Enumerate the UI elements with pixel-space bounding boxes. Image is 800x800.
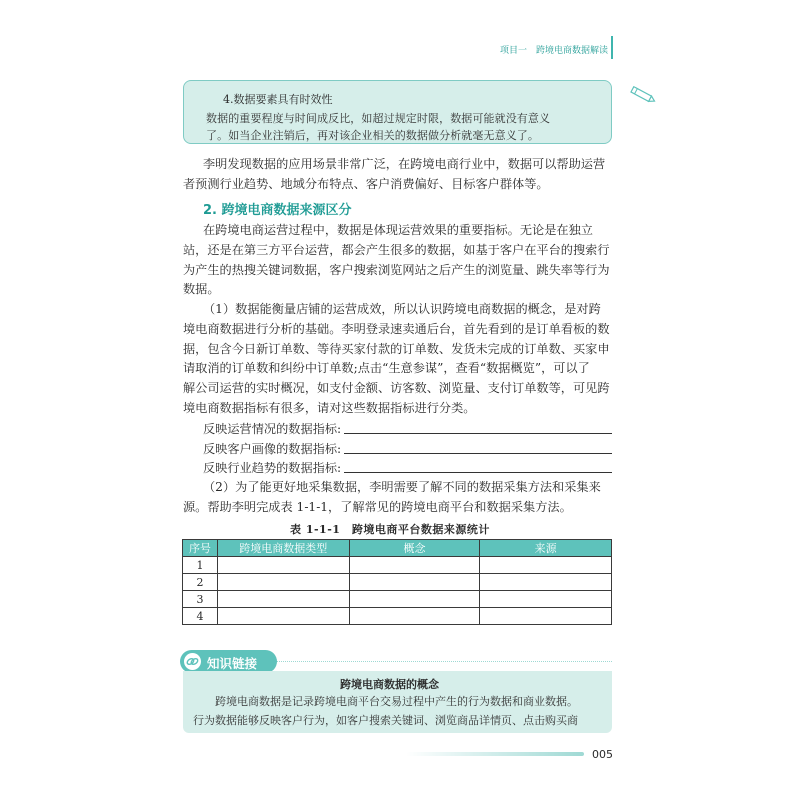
knowledge-link-badge <box>180 650 277 673</box>
column-header-index: 序号 <box>183 540 218 557</box>
footer-decoration-bar <box>406 752 584 756</box>
knowledge-link-title: 跨境电商数据的概念 <box>340 678 439 691</box>
row-index: 4 <box>183 608 218 625</box>
row-index: 1 <box>183 557 218 574</box>
text-line: 请取消的订单数和纠纷中订单数;点击“生意参谋”，查看“数据概览”，可以了 <box>183 361 590 376</box>
text-line: 境电商数据指标有很多，请对这些数据指标进行分类。 <box>183 400 476 415</box>
page-number: 005 <box>592 748 613 761</box>
text-line: 境电商数据进行分析的基础。李明登录速卖通后台，首先看到的是订单看板的数 <box>183 321 610 336</box>
fill-in-operations-label: 反映运营情况的数据指标: <box>203 422 342 436</box>
cell-data-type[interactable] <box>217 574 349 591</box>
text-line: 据，包含今日新订单数、等待买家付款的订单数、发货未完成的订单数、买家申 <box>183 341 610 356</box>
knowledge-link-label: 知识链接 <box>207 656 258 671</box>
fill-in-customer-blank[interactable] <box>344 453 612 454</box>
text-line: 数据。 <box>183 282 220 297</box>
table-row <box>183 608 612 625</box>
paragraph-task-2 <box>183 478 613 518</box>
header-divider <box>611 36 613 59</box>
cell-concept[interactable] <box>349 608 480 625</box>
running-header-title: 项目一 跨境电商数据解读 <box>500 46 609 56</box>
text-line: 站，还是在第三方平台运营，都会产生很多的数据，如基于客户在平台的搜索行 <box>183 242 610 257</box>
column-header-source: 来源 <box>480 540 612 557</box>
text-line: 在跨境电商运营过程中，数据是体现运营效果的重要指标。无论是在独立 <box>203 223 593 237</box>
cell-concept[interactable] <box>349 574 480 591</box>
knowledge-chain-icon <box>184 653 201 670</box>
knowledge-link-divider <box>277 661 612 662</box>
callout-line: 数据的重要程度与时间成反比，如超过规定时限，数据可能就没有意义 <box>206 112 551 125</box>
fill-in-industry-label: 反映行业趋势的数据指标: <box>203 461 342 475</box>
text-line: （1）数据能衡量店铺的运营成效，所以认识跨境电商数据的概念，是对跨 <box>203 302 601 316</box>
table-row <box>183 574 612 591</box>
fill-in-industry-blank[interactable] <box>344 472 612 473</box>
row-index: 2 <box>183 574 218 591</box>
text-line: 为产生的热搜关键词数据，客户搜索浏览网站之后产生的浏览量、跳失率等行为 <box>183 262 610 277</box>
paragraph-data-applications <box>183 155 613 195</box>
text-line: 李明发现数据的应用场景非常广泛，在跨境电商行业中，数据可以帮助运营 <box>203 157 606 171</box>
text-line: （2）为了能更好地采集数据，李明需要了解不同的数据采集方法和采集来 <box>203 480 601 494</box>
fill-in-customer-label: 反映客户画像的数据指标: <box>203 442 342 456</box>
cell-source[interactable] <box>480 591 612 608</box>
cell-data-type[interactable] <box>217 608 349 625</box>
cell-source[interactable] <box>480 574 612 591</box>
text-line: 解公司运营的实时概况，如支付金额、访客数、浏览量、支付订单数等，可见跨 <box>183 381 610 396</box>
cell-source[interactable] <box>480 608 612 625</box>
paragraph-data-sources <box>183 221 613 300</box>
paragraph-task-1 <box>183 300 613 419</box>
data-source-table <box>182 539 612 625</box>
text-line: 者预测行业趋势、地域分布特点、客户消费偏好、目标客户群体等。 <box>183 176 549 191</box>
callout-title: 4.数据要素具有时效性 <box>223 93 333 106</box>
knowledge-link-line: 跨境电商数据是记录跨境电商平台交易过程中产生的行为数据和商业数据。 <box>215 695 578 708</box>
section-heading: 2. 跨境电商数据来源区分 <box>203 203 352 218</box>
column-header-data-type: 跨境电商数据类型 <box>217 540 349 557</box>
pencil-icon <box>628 86 658 104</box>
cell-concept[interactable] <box>349 557 480 574</box>
table-caption: 表 1-1-1 跨境电商平台数据来源统计 <box>290 523 490 536</box>
row-index: 3 <box>183 591 218 608</box>
column-header-concept: 概念 <box>349 540 480 557</box>
cell-data-type[interactable] <box>217 591 349 608</box>
fill-in-operations-blank[interactable] <box>344 433 612 434</box>
text-line: 源。帮助李明完成表 1-1-1，了解常见的跨境电商平台和数据采集方法。 <box>183 499 572 514</box>
cell-source[interactable] <box>480 557 612 574</box>
table-header-row <box>183 540 612 557</box>
knowledge-link-line: 行为数据能够反映客户行为，如客户搜索关键词、浏览商品详情页、点击购买商 <box>193 714 578 727</box>
table-row <box>183 557 612 574</box>
cell-concept[interactable] <box>349 591 480 608</box>
cell-data-type[interactable] <box>217 557 349 574</box>
callout-line: 了。如当企业注销后，再对该企业相关的数据做分析就毫无意义了。 <box>206 129 539 142</box>
table-row <box>183 591 612 608</box>
